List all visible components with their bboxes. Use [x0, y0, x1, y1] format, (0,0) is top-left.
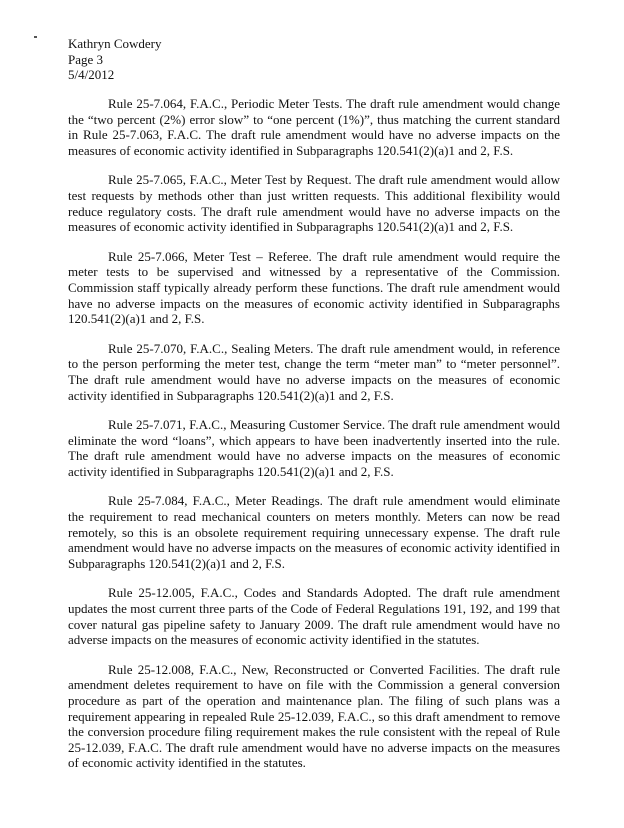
- paragraph-rule-25-7-065: Rule 25-7.065, F.A.C., Meter Test by Request. The draft rule amendment would allow test requests by methods other than just written requests. This additional flexibility would reduce regulatory costs. The draft rule amendment would have no adverse impacts on the measures of economic activity identified in Subparagraphs 120.541(2)(a)1 and 2, F.S.: [68, 172, 560, 235]
- recipient-name: Kathryn Cowdery: [68, 36, 162, 51]
- paragraph-rule-25-7-071: Rule 25-7.071, F.A.C., Measuring Customer Service. The draft rule amendment would eliminate the word “loans”, which appears to have been inadvertently inserted into the rule. The draft rule amendment would have no adverse impacts on the measures of economic activity identified in Subparagraphs 120.541(2)(a)1 and 2, F.S.: [68, 417, 560, 479]
- paragraph-rule-25-7-070: Rule 25-7.070, F.A.C., Sealing Meters. The draft rule amendment would, in reference to the person performing the meter test, change the term “meter man” to “meter personnel”. The draft rule amendment would have no adverse impacts on the measures of economic activity identified in Subparagraphs 120.541(2)(a)1 and 2, F.S.: [68, 340, 560, 403]
- page-number: Page 3: [68, 51, 104, 67]
- paragraph-rule-25-12-008: Rule 25-12.008, F.A.C., New, Reconstructed or Converted Facilities. The draft rule amendment deletes requirement to have on file with the Commission a general conversion procedure as part of the operation and maintenance plan. The filing of such plans was a requirement appearing in repealed Rule 25-12.039, F.A.C., so this draft amendment to remove the conversion procedure filing requirement makes the rule consistent with the repeal of Rule 25-12.039, F.A.C. The draft rule amendment would have no adverse impacts on the measures of economic activity identified in the statutes.: [68, 661, 560, 771]
- letter-body: [68, 96, 560, 785]
- paragraph-rule-25-12-005: Rule 25-12.005, F.A.C., Codes and Standards Adopted. The draft rule amendment updates the most current three parts of the Code of Federal Regulations 191, 192, and 199 that cover natural gas pipeline safety to January 2009. The draft rule amendment would have no adverse impacts on the measures of economic activity identified in the statutes.: [68, 585, 560, 648]
- paragraph-rule-25-7-064: Rule 25-7.064, F.A.C., Periodic Meter Tests. The draft rule amendment would change the “two percent (2%) error slow” to “one percent (1%)”, thus matching the current standard in Rule 25-7.063, F.A.C. The draft rule amendment would have no adverse impacts on the measures of economic activity identified in Subparagraphs 120.541(2)(a)1 and 2, F.S.: [68, 96, 560, 158]
- paragraph-rule-25-7-066: Rule 25-7.066, Meter Test – Referee. The draft rule amendment would require the meter tests to be supervised and witnessed by a representative of the Commission. Commission staff typically already perform these functions. The draft rule amendment would have no adverse impacts on the measures of economic activity identified in Subparagraphs 120.541(2)(a)1 and 2, F.S.: [68, 248, 560, 327]
- letter-date: 5/4/2012: [68, 67, 115, 83]
- letter-header: [68, 36, 162, 83]
- paragraph-rule-25-7-084: Rule 25-7.084, F.A.C., Meter Readings. The draft rule amendment would eliminate the requirement to read mechanical counters on meters monthly. Meters can now be read remotely, so this is an obsolete requirement requiring unnecessary expense. The draft rule amendment would have no adverse impacts on the measures of economic activity identified in Subparagraphs 120.541(2)(a)1 and 2, F.S.: [68, 493, 560, 571]
- scan-speck: [34, 36, 37, 38]
